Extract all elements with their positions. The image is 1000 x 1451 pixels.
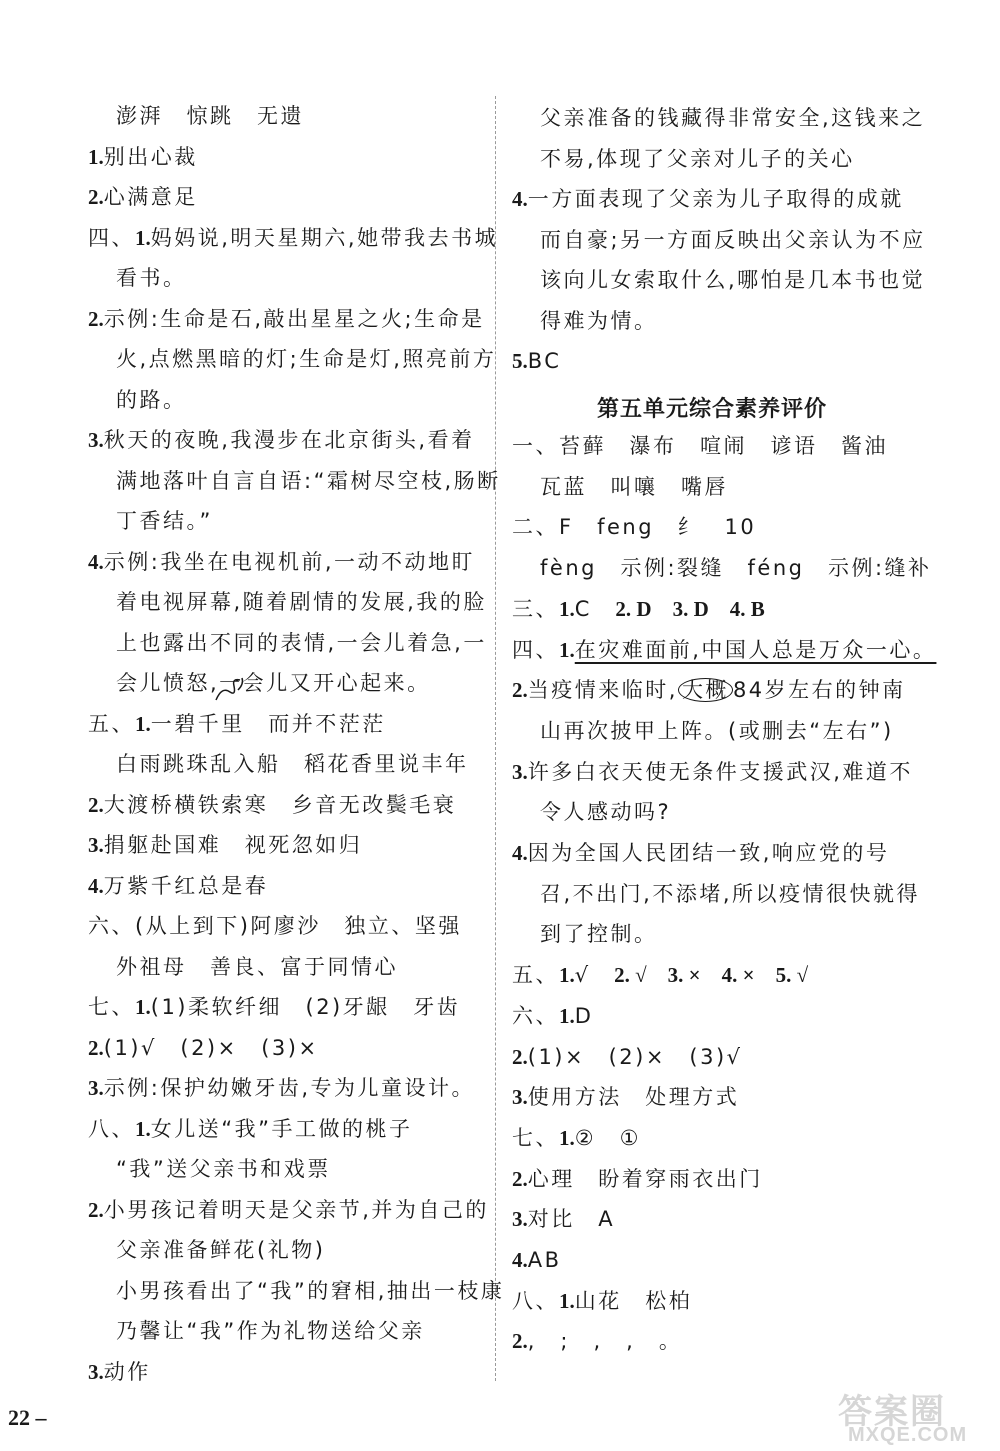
question-number: 1.: [559, 1288, 575, 1313]
answer-text: 使用方法 处理方式: [527, 1085, 740, 1110]
answer-text: (1)× (2)× (3)√: [527, 1044, 743, 1069]
answer-text: 看书。: [116, 266, 187, 290]
answer-line: [116, 589, 487, 615]
answer-line: [116, 346, 496, 372]
answer-text: 小男孩记着明天是父亲节,并为自己的: [103, 1197, 489, 1222]
question-number: 4.: [88, 873, 104, 898]
answer-line: [512, 596, 765, 622]
question-number: 3.: [88, 1359, 104, 1384]
page-number-dash: –: [35, 1405, 47, 1430]
answer-line: [88, 792, 456, 818]
answer-text: 满地落叶自言自语:“霜树尽空枝,肠断: [116, 468, 501, 493]
answer-text: 该向儿女索取什么,哪怕是几本书也觉: [540, 268, 926, 292]
question-number: 1.: [559, 637, 575, 662]
question-number: 2.: [88, 792, 104, 817]
answer-line: [88, 1116, 413, 1142]
answer-line: [116, 1278, 504, 1304]
answer-line: [512, 677, 906, 703]
answer-line: [540, 799, 671, 825]
answer-text: 而自豪;另一方面反映出父亲认为不应: [540, 227, 926, 252]
question-prefix: 二、: [512, 515, 559, 540]
question-prefix: 一、: [512, 434, 559, 458]
question-number: 1.: [88, 144, 104, 169]
answer-text: 小男孩看出了“我”的窘相,抽出一枝康: [116, 1278, 505, 1303]
answer-text: (从上到下)阿廖沙 独立、坚强: [135, 914, 462, 938]
answer-text: 捐躯赴国难 视死忽如归: [103, 833, 363, 857]
answer-text: 瓦蓝 叫嚷 嘴唇: [540, 474, 728, 499]
question-number: 1.: [559, 1125, 575, 1150]
answer-line: [88, 994, 460, 1020]
answer-text: 火,点燃黑暗的灯;生命是灯,照亮前方: [116, 347, 497, 371]
answer-line: [512, 637, 936, 663]
question-number: 2.: [88, 306, 104, 331]
answer-line: [512, 433, 888, 459]
circled-word: 大概: [678, 678, 733, 702]
answer-text: 上也露出不同的表情,一会儿着急,一: [116, 630, 487, 655]
question-prefix: 八、: [512, 1288, 559, 1313]
answer-text: 澎湃 惊跳 无遗: [116, 104, 304, 128]
answer-line: [88, 144, 198, 170]
answer-line: [116, 387, 187, 413]
answer-line: [512, 514, 756, 540]
answer-line: [116, 265, 187, 291]
answer-line: [88, 1035, 319, 1061]
answer-text: 乃馨让“我”作为礼物送给父亲: [116, 1319, 425, 1343]
answer-text: 外祖母 善良、富于同情心: [116, 954, 398, 979]
answer-line: [540, 227, 926, 253]
answer-line: [88, 306, 485, 332]
question-prefix: 七、: [512, 1125, 559, 1150]
answer-text: (1)√ (2)× (3)×: [103, 1035, 319, 1060]
answer-text: 在灾难面前,中国人总是万众一心。: [574, 637, 937, 662]
section-title: 第五单元综合素养评价: [596, 397, 827, 422]
question-prefix: 四、: [512, 637, 559, 662]
answer-text: 一方面表现了父亲为儿子取得的成就: [527, 187, 904, 211]
watermark: [818, 1388, 998, 1448]
answer-line: [116, 670, 431, 696]
answer-text: 动作: [103, 1359, 151, 1384]
question-number: 1.: [559, 963, 575, 988]
answer-tail: 84岁左右的钟南: [732, 678, 906, 703]
question-number: 5.: [512, 349, 528, 373]
question-number: 3.: [88, 833, 104, 857]
question-number: 3.: [88, 428, 104, 452]
answer-line: [88, 913, 462, 939]
answer-line: [540, 474, 728, 500]
question-number: 1.: [135, 225, 151, 250]
answer-line: [88, 184, 198, 210]
question-number: 1.: [135, 1116, 151, 1141]
answer-text: 示例:保护幼嫩牙齿,专为儿童设计。: [103, 1076, 475, 1100]
answer-text: ② ①: [574, 1125, 641, 1150]
answer-text: 秋天的夜晚,我漫步在北京街头,看着: [103, 428, 475, 452]
answer-line: [88, 711, 386, 737]
question-prefix: 八、: [88, 1116, 135, 1141]
answer-text: 得难为情。: [540, 308, 658, 333]
answer-line: [512, 1288, 692, 1314]
answer-line: [88, 1197, 489, 1223]
answer-line: [116, 751, 469, 777]
answer-text: AB: [527, 1248, 562, 1272]
question-number: 3.: [512, 759, 528, 784]
page-number: [8, 1405, 47, 1431]
answer-line: [540, 146, 855, 172]
answer-line: [512, 1003, 593, 1029]
answer-text: 着电视屏幕,随着剧情的发展,我的脸: [116, 590, 487, 614]
answer-line: [116, 954, 398, 980]
answer-line: [512, 1084, 739, 1110]
answer-line: [512, 348, 561, 374]
answer-line: [540, 105, 925, 131]
answer-text: 不易,体现了父亲对儿子的关心: [540, 146, 855, 171]
answer-line: [512, 1206, 615, 1232]
question-number: 3.: [512, 1085, 528, 1110]
answer-text: 妈妈说,明天星期六,她带我去书城: [150, 225, 499, 250]
answer-line: [88, 1359, 151, 1385]
answer-line: [116, 468, 501, 494]
answer-text: C: [574, 596, 616, 621]
answer-line: [88, 873, 268, 899]
answer-text: 女儿送“我”手工做的桃子: [150, 1116, 413, 1141]
question-number: 4.: [512, 1248, 528, 1272]
answer-line: [540, 308, 658, 334]
answer-line: [88, 225, 498, 251]
answer-text: 示例:生命是石,敲出星星之火;生命是: [103, 306, 485, 331]
question-number: 1.: [135, 711, 151, 736]
answer-text: (1)柔软纤细 (2)牙龈 牙齿: [150, 995, 461, 1019]
answer-text: 因为全国人民团结一致,响应党的号: [527, 841, 890, 865]
question-number: 2.: [512, 1329, 528, 1354]
watermark-top: 答案圈: [838, 1393, 946, 1431]
answer-line: [512, 1044, 743, 1070]
question-number: 2.: [512, 1166, 528, 1191]
answer-text: 白雨跳珠乱入船 稻花香里说丰年: [116, 752, 469, 776]
answer-text: 一碧千里 而并不茫茫: [150, 711, 386, 736]
answer-text: 山花 松柏: [574, 1288, 693, 1313]
answer-text: 父亲准备鲜花(礼物): [116, 1238, 326, 1262]
answer-text: D: [574, 1003, 594, 1028]
question-prefix: 四、: [88, 225, 135, 250]
answer-line: [116, 508, 213, 534]
answer-extra: 2. D 3. D 4. B: [615, 596, 765, 621]
question-prefix: 五、: [512, 963, 559, 988]
answer-line: [512, 1247, 562, 1273]
answer-line: [540, 921, 658, 947]
answer-text: √: [574, 963, 615, 988]
page-number-value: 22: [8, 1405, 30, 1430]
answer-line: [512, 1166, 763, 1192]
question-number: 4.: [512, 841, 528, 865]
answer-line: [116, 1156, 331, 1182]
question-number: 3.: [512, 1207, 528, 1232]
answer-text: 万紫千红总是春: [103, 873, 269, 898]
answer-text: 苔藓 瀑布 喧闹 谚语 酱油: [559, 434, 888, 458]
question-prefix: 七、: [88, 995, 135, 1019]
answer-text: 示例:我坐在电视机前,一动不动地盯: [103, 549, 475, 574]
answer-text: 到了控制。: [540, 922, 658, 947]
answer-line: [88, 832, 362, 858]
answer-line: [540, 718, 894, 744]
answer-text: 的路。: [116, 387, 187, 412]
question-prefix: 六、: [88, 914, 135, 938]
insertion-mark-icon: [212, 676, 252, 706]
answer-text: 丁香结。”: [116, 509, 213, 533]
question-number: 1.: [559, 596, 575, 621]
question-number: 2.: [88, 185, 104, 209]
answer-text: “我”送父亲书和戏票: [116, 1157, 331, 1181]
question-number: 4.: [88, 549, 104, 574]
answer-line: [116, 1318, 425, 1344]
question-prefix: 三、: [512, 596, 559, 621]
answer-text: 别出心裁: [103, 144, 198, 169]
answer-text: 父亲准备的钱藏得非常安全,这钱来之: [540, 106, 926, 130]
question-prefix: 五、: [88, 711, 135, 736]
question-number: 2.: [88, 1197, 104, 1222]
answer-text: 对比 A: [527, 1207, 616, 1232]
answer-text: 山再次披甲上阵。(或删去“左右”): [540, 718, 894, 743]
question-number: 4.: [512, 187, 528, 211]
answer-line: [512, 1125, 641, 1151]
answer-text: 当疫情来临时,: [527, 678, 678, 703]
question-number: 2.: [512, 1044, 528, 1069]
answer-line: [512, 759, 913, 785]
answer-text: 会儿愤怒,一会儿又开心起来。: [116, 671, 431, 695]
answer-text: fèng 示例:裂缝 féng 示例:缝补: [540, 556, 932, 581]
answer-text: 召,不出门,不添堵,所以疫情很快就得: [540, 881, 921, 906]
answer-text: 大渡桥横铁索寒 乡音无改鬓毛衰: [103, 792, 457, 817]
answer-line: [540, 267, 925, 293]
column-divider: [495, 96, 496, 1381]
answer-text: 心满意足: [103, 185, 198, 209]
answer-text: F feng 纟 10: [559, 515, 757, 540]
answer-text: 令人感动吗?: [540, 800, 672, 825]
answer-line: [116, 1237, 325, 1263]
answer-text: 心理 盼着穿雨衣出门: [527, 1166, 763, 1191]
answer-text: , ; , , 。: [527, 1329, 683, 1354]
answer-text: 许多白衣天使无条件支援武汉,难道不: [527, 759, 913, 784]
answer-line: [512, 1328, 682, 1354]
watermark-bottom: MXQE.COM: [848, 1424, 968, 1446]
question-number: 2.: [88, 1035, 104, 1060]
question-prefix: 六、: [512, 1003, 559, 1028]
question-number: 1.: [559, 1003, 575, 1028]
question-number: 3.: [88, 1076, 104, 1100]
answer-line: [512, 840, 889, 866]
answer-line: [116, 630, 487, 656]
answer-line: [88, 1075, 475, 1101]
answer-line: [88, 549, 475, 575]
answer-line: [88, 427, 475, 453]
answer-line: [540, 881, 920, 907]
answer-text: BC: [527, 349, 562, 373]
answer-extra: 2. √ 3. × 4. × 5. √: [614, 963, 809, 988]
answer-line: [540, 555, 932, 581]
question-number: 2.: [512, 678, 528, 703]
answer-line: [512, 186, 904, 212]
answer-line: [512, 962, 808, 988]
question-number: 1.: [135, 995, 151, 1019]
answer-line: [116, 103, 304, 129]
